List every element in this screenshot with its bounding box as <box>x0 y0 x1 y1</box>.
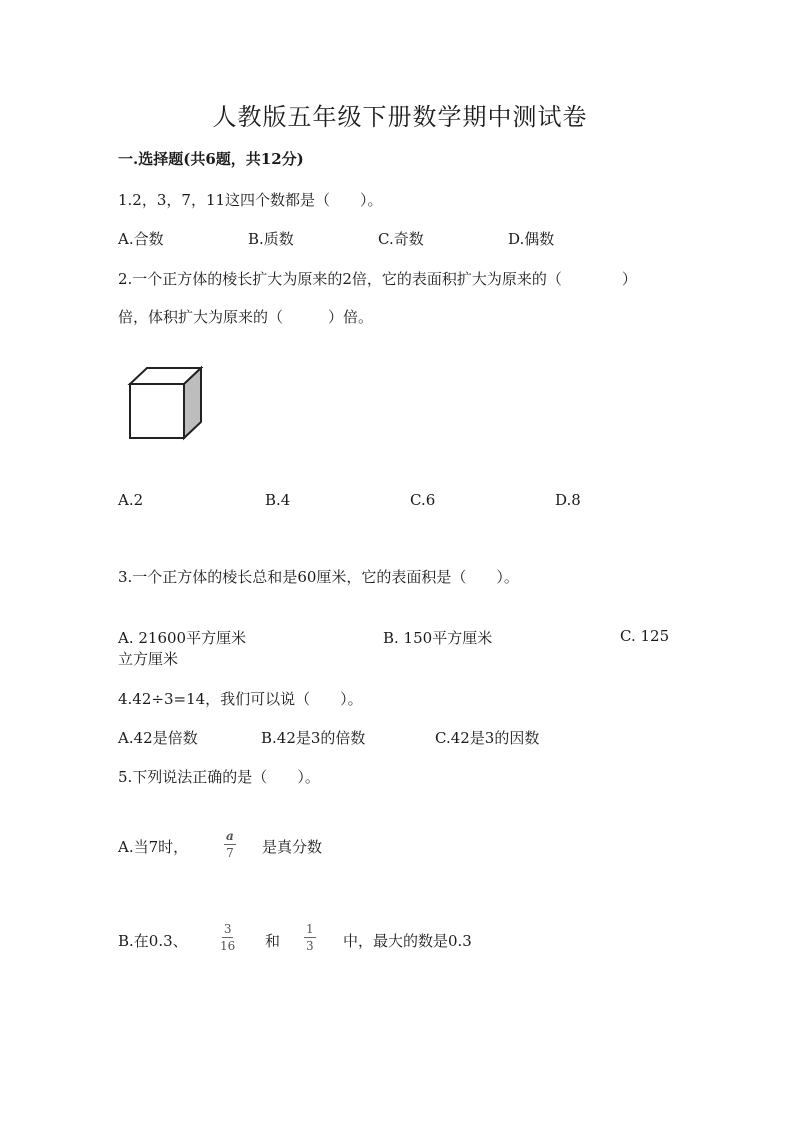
q3-option-c-wrap: 立方厘米 <box>118 650 179 668</box>
q2-option-b: B.4 <box>265 491 291 509</box>
fraction-numerator: a <box>226 829 234 843</box>
q1-option-a: A.合数 <box>118 230 164 248</box>
q1-option-b: B.质数 <box>248 230 294 248</box>
fraction-denominator: 3 <box>306 939 314 953</box>
question-4-stem: 4.42÷3=14，我们可以说（ ）。 <box>118 690 363 708</box>
page-title: 人教版五年级下册数学期中测试卷 <box>212 103 588 131</box>
q3-option-a: A. 21600平方厘米 <box>118 629 247 647</box>
q5-option-b-prefix: B.在0.3、 <box>118 932 188 950</box>
q4-option-c: C.42是3的因数 <box>435 729 540 747</box>
fraction-denominator: 16 <box>220 939 236 953</box>
q4-option-b: B.42是3的倍数 <box>261 729 366 747</box>
question-5-stem: 5.下列说法正确的是（ ）。 <box>118 768 320 786</box>
q5-option-b-fraction-1 <box>220 923 235 952</box>
fraction-numerator: 1 <box>306 922 314 936</box>
q2-option-a: A.2 <box>118 491 144 509</box>
q1-option-d: D.偶数 <box>508 230 555 248</box>
q2-option-c: C.6 <box>410 491 436 509</box>
q4-option-a: A.42是倍数 <box>118 729 198 747</box>
q5-option-a-prefix: A.当7时， <box>118 838 189 856</box>
section-heading: 一.选择题(共6题，共12分) <box>118 150 304 168</box>
question-2-stem-line1: 2.一个正方体的棱长扩大为原来的2倍，它的表面积扩大为原来的（ ） <box>118 270 637 288</box>
cube-figure <box>127 364 207 444</box>
question-2-stem-line2: 倍，体积扩大为原来的（ ）倍。 <box>118 308 374 326</box>
q5-option-a-fraction <box>224 830 236 859</box>
q1-option-c: C.奇数 <box>378 230 424 248</box>
q3-option-c: C. 125 <box>620 627 670 645</box>
q5-option-b-suffix: 中，最大的数是0.3 <box>343 932 472 950</box>
question-3-stem: 3.一个正方体的棱长总和是60厘米，它的表面积是（ ）。 <box>118 568 519 586</box>
q2-option-d: D.8 <box>555 491 581 509</box>
q5-option-a-suffix: 是真分数 <box>262 838 323 856</box>
fraction-numerator: 3 <box>223 922 232 936</box>
q5-option-b-and: 和 <box>265 932 281 950</box>
q3-option-b: B. 150平方厘米 <box>383 629 493 647</box>
fraction-denominator: 7 <box>226 846 234 860</box>
q5-option-b-fraction-2 <box>304 923 316 952</box>
question-1-stem: 1.2，3，7，11这四个数都是（ ）。 <box>118 191 383 209</box>
